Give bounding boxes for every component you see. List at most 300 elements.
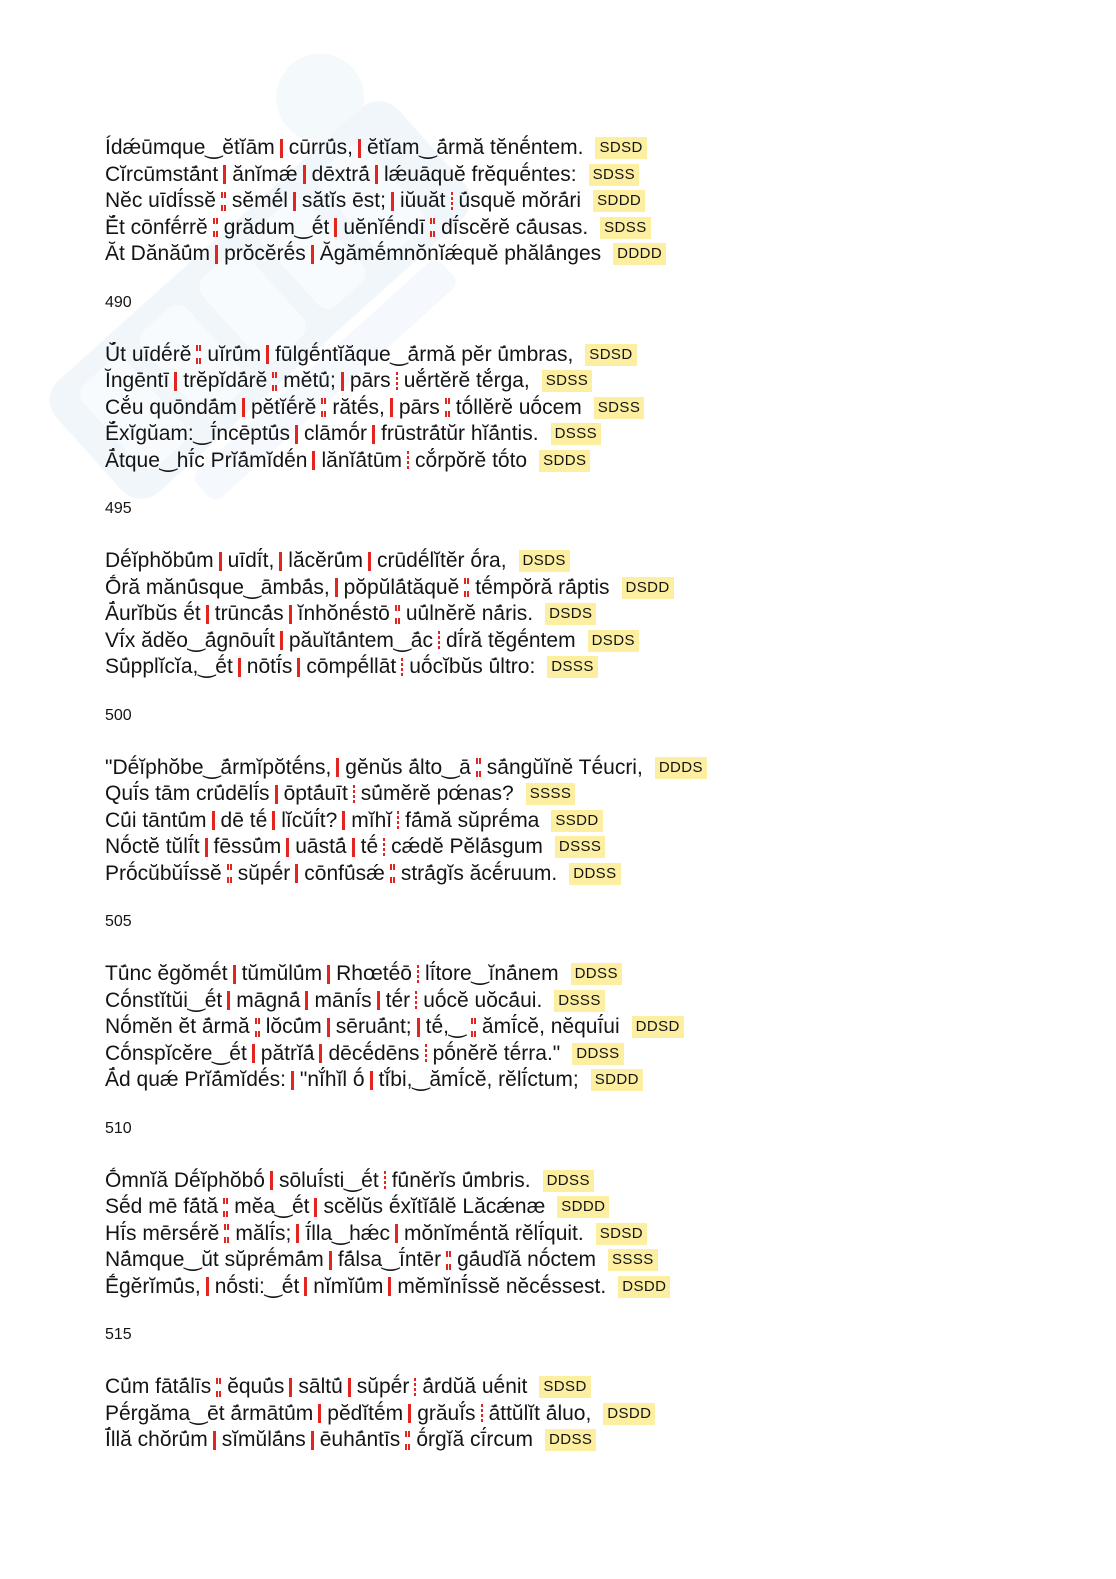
solid-caesura-mark: [206, 605, 209, 624]
solid-caesura-mark: [205, 838, 208, 857]
solid-caesura-mark: [327, 1018, 330, 1037]
verse-line: [105, 342, 707, 369]
verse-segment: "nĭ́hĭl ṓ: [299, 1068, 365, 1092]
verse-segment: fū́nĕrĭs ū́mbris.: [391, 1168, 531, 1192]
verse-segment: Tū́nc ĕgŏmḗt: [105, 962, 228, 986]
verse-line: [105, 188, 707, 215]
double-caesura-mark: [223, 1198, 228, 1217]
scansion-code: SDDD: [557, 1196, 609, 1218]
verse-segment: uīdī́t,: [227, 549, 275, 573]
verse-segment: pătrĭā́: [260, 1041, 315, 1065]
verse-segment: sĕmḗl: [231, 189, 288, 213]
verse-segment: mŏnĭmḗntă rĕlī́quit.: [403, 1221, 584, 1245]
solid-caesura-mark: [280, 139, 283, 158]
dashed-caesura-mark: [401, 658, 403, 677]
solid-caesura-mark: [342, 811, 345, 830]
verse-segment: mĕa‿ḗt: [234, 1195, 310, 1219]
dashed-caesura-mark: [383, 838, 385, 857]
verse-line: [105, 548, 707, 575]
verse-segment: Ăt Dănăū́m: [105, 242, 211, 266]
verse-segment: tḗ: [360, 835, 379, 859]
solid-caesura-mark: [272, 811, 275, 830]
verse-segment: pārs: [349, 369, 391, 393]
scansion-code: DSSS: [547, 656, 597, 678]
verse-line: [105, 755, 707, 782]
line-number: 495: [105, 500, 132, 517]
line-number: 510: [105, 1119, 132, 1137]
solid-caesura-mark: [252, 1044, 255, 1063]
solid-caesura-mark: [341, 372, 344, 391]
verse-segment: pŏpŭlā́tăquĕ: [343, 575, 460, 599]
solid-caesura-mark: [215, 245, 218, 264]
solid-caesura-mark: [212, 811, 215, 830]
scansion-code: SDSD: [595, 137, 646, 159]
double-caesura-mark: [224, 1224, 229, 1243]
solid-caesura-mark: [408, 1404, 411, 1423]
verse-line: [105, 395, 707, 422]
verse-segment: ĭnhŏnḗstō: [297, 602, 390, 626]
scansion-code: DDSS: [569, 863, 620, 885]
verse-line: [105, 1221, 707, 1248]
verse-segment: sōluī́sti‿ḗt: [278, 1168, 379, 1192]
verse-segment: grăuĭ́s: [417, 1401, 476, 1425]
dashed-caesura-mark: [407, 451, 409, 470]
verse-segment: Sḗd mē fā́tă: [105, 1195, 219, 1219]
solid-caesura-mark: [275, 785, 278, 804]
verse-segment: tĭ́bi,‿ămī́cĕ, rĕlī́ctum;: [378, 1068, 579, 1092]
solid-caesura-mark: [305, 991, 308, 1010]
verse-segment: "Dḗĭphŏbe‿ā́rmĭpŏtḗns,: [105, 755, 332, 779]
verse-segment: Sū́pplĭcĭa,‿ḗt: [105, 655, 233, 679]
verse-group: [105, 961, 707, 1139]
dashed-caesura-mark: [417, 965, 419, 984]
verse-segment: grădum‿ḗt: [223, 215, 330, 239]
verse-segment: prŏcĕrḗs: [224, 242, 306, 266]
double-caesura-mark: [476, 758, 481, 777]
double-caesura-mark: [464, 578, 469, 597]
verse-segment: ĕtĭam‿ā́rmă tĕnḗntem.: [366, 136, 584, 160]
verse-segment: Rhœtḗō: [336, 962, 412, 986]
dashed-caesura-mark: [353, 785, 355, 804]
scansion-code: DDDS: [655, 757, 707, 779]
verse-line: [105, 1401, 707, 1428]
solid-caesura-mark: [219, 552, 222, 571]
verse-segment: lŏcū́m: [265, 1015, 322, 1039]
verse-segment: Pḗrgăma‿ēt ā́rmātū́m: [105, 1401, 314, 1425]
verse-segment: dēcḗdēns: [328, 1041, 420, 1065]
solid-caesura-mark: [329, 1251, 332, 1270]
verse-segment: cōmpḗllāt: [306, 655, 397, 679]
verse-segment: lănĭā́tūm: [321, 448, 403, 472]
verse-segment: Ídǽūmque‿ĕtĭām: [105, 136, 275, 160]
solid-caesura-mark: [348, 1378, 351, 1397]
scansion-code: DSDD: [603, 1403, 655, 1425]
verse-segment: dē tḗ: [220, 808, 268, 832]
verse-segment: pĕtĭḗrĕ: [250, 395, 317, 419]
verse-segment: gā́udĭă nṓctem: [457, 1248, 597, 1272]
verse-group: [105, 1374, 707, 1454]
dashed-caesura-mark: [481, 1404, 483, 1423]
double-caesura-mark: [395, 605, 400, 624]
verse-line: [105, 135, 707, 162]
verse-segment: Cṓnspĭcĕre‿ḗt: [105, 1041, 247, 1065]
verse-group: [105, 342, 707, 520]
dashed-caesura-mark: [438, 631, 440, 650]
verse-group: [105, 548, 707, 726]
verse-segment: Ā́d quǽ Prĭā́mĭdḗs:: [105, 1068, 286, 1092]
scansion-code: SDDD: [591, 1069, 643, 1091]
verse-segment: māgnā́: [236, 988, 301, 1012]
solid-caesura-mark: [319, 1044, 322, 1063]
verse-segment: ămī́cĕ, nĕquī́ui: [481, 1015, 620, 1039]
verse-segment: uṓcĭbŭs ū́ltro:: [409, 655, 536, 679]
solid-caesura-mark: [377, 991, 380, 1010]
verse-segment: Ā́urĭbŭs ḗt: [105, 602, 201, 626]
solid-caesura-mark: [295, 425, 298, 444]
verse-segment: ā́ttŭlĭt ā́luo,: [488, 1401, 592, 1425]
verse-segment: fā́mă sŭprḗma: [405, 808, 540, 832]
solid-caesura-mark: [206, 1277, 209, 1296]
verse-segment: Ĕ́t cōnfḗrrĕ: [105, 215, 208, 239]
double-caesura-mark: [390, 864, 395, 883]
solid-caesura-mark: [295, 864, 298, 883]
verse-line: [105, 575, 707, 602]
solid-caesura-mark: [223, 165, 226, 184]
solid-caesura-mark: [289, 1378, 292, 1397]
verse-segment: clāmṓr: [303, 422, 367, 446]
verse-segment: tḗmpŏră rā́ptis: [475, 575, 610, 599]
solid-caesura-mark: [335, 578, 338, 597]
verse-segment: nṓsti:‿ḗt: [214, 1274, 300, 1298]
verse-segment: mĕmĭnī́ssĕ nĕcḗssest.: [397, 1274, 607, 1298]
scansion-code: SDSS: [600, 217, 650, 239]
scansion-code: DSDS: [519, 550, 570, 572]
solid-caesura-mark: [370, 1071, 373, 1090]
double-caesura-mark: [321, 398, 326, 417]
solid-caesura-mark: [293, 192, 296, 211]
verse-segment: uāstā́: [295, 835, 347, 859]
solid-caesura-mark: [312, 451, 315, 470]
verse-segment: Nṓmĕn ĕt ā́rmă: [105, 1015, 250, 1039]
verse-segment: tḗr: [385, 988, 411, 1012]
scansion-code: DSSS: [554, 990, 604, 1012]
verse-segment: gĕnŭs ā́lto‿ā: [345, 755, 471, 779]
scansion-code: DDSS: [543, 1170, 594, 1192]
verse-segment: strā́gĭs ăcḗruum.: [400, 861, 558, 885]
verse-segment: pārs: [398, 395, 440, 419]
verse-segment: Ṓră mănū́sque‿āmbā́s,: [105, 575, 330, 599]
verse-line: [105, 834, 707, 861]
verse-segment: Dḗĭphŏbū́m: [105, 549, 214, 573]
verse-segment: fūlgḗntĭăque‿ā́rmă pĕr ū́mbras,: [275, 342, 574, 366]
scansion-code: SSDD: [551, 810, 602, 832]
double-caesura-mark: [255, 1018, 260, 1037]
solid-caesura-mark: [238, 658, 241, 677]
scansion-code: DSDS: [545, 603, 596, 625]
verse-segment: crūdḗlĭtĕr ṓra,: [376, 549, 507, 573]
verse-line: [105, 162, 707, 189]
verse-group: [105, 1168, 707, 1346]
verse-segment: sū́mĕrĕ pœ́nas?: [360, 782, 514, 806]
scansion-code: SDDD: [593, 190, 645, 212]
verse-segment: frūstrā́tŭr hĭā́ntis.: [381, 422, 539, 446]
verse-segment: lĭcŭī́t?: [281, 808, 338, 832]
dashed-caesura-mark: [415, 991, 417, 1010]
scansion-code: DDSS: [545, 1429, 596, 1451]
verse-line: [105, 601, 707, 628]
verse-segment: fēssū́m: [213, 835, 282, 859]
solid-caesura-mark: [336, 758, 339, 777]
scansion-code: DDSS: [571, 963, 622, 985]
solid-caesura-mark: [286, 838, 289, 857]
verse-line: [105, 1014, 707, 1041]
verse-segment: nōtī́s: [246, 655, 293, 679]
verse-segment: trūncā́s: [214, 602, 284, 626]
verse-segment: Ā́tque‿hī́c Prĭā́mĭdḗn: [105, 448, 308, 472]
scansion-code: DSSS: [555, 836, 605, 858]
verse-segment: sătĭs ēst;: [301, 189, 386, 213]
verse-segment: fā́lsa‿ī́ntēr: [337, 1248, 442, 1272]
verse-line: [105, 1427, 707, 1454]
solid-caesura-mark: [388, 1277, 391, 1296]
double-caesura-mark: [405, 1431, 410, 1450]
verse-segment: Ĭngēntī: [105, 369, 170, 393]
dashed-caesura-mark: [384, 1171, 386, 1190]
verse-line: [105, 1041, 707, 1068]
verse-segment: uū́lnĕrĕ nā́ris.: [405, 602, 534, 626]
solid-caesura-mark: [311, 1431, 314, 1450]
verse-segment: păuĭtā́ntem‿ā́c: [288, 628, 433, 652]
verse-line: [105, 1274, 707, 1301]
verse-segment: uĭrū́m: [207, 342, 262, 366]
verse-line: [105, 368, 707, 395]
solid-caesura-mark: [314, 1198, 317, 1217]
line-number: 500: [105, 706, 132, 724]
scansion-code: DSDD: [618, 1276, 670, 1298]
verse-line: [105, 961, 707, 988]
verse-line: [105, 1194, 707, 1221]
scansion-code: SSSS: [526, 783, 576, 805]
solid-caesura-mark: [270, 1171, 273, 1190]
solid-caesura-mark: [279, 552, 282, 571]
verse-segment: scĕlŭs ḗxĭtĭā́lĕ Lăcǽnæ: [323, 1195, 546, 1219]
verse-segment: mĭhĭ: [351, 808, 393, 832]
verse-segment: pṓnĕrĕ tḗrra.": [432, 1041, 561, 1065]
verse-segment: lī́tore‿ĭnā́nem: [424, 962, 559, 986]
solid-caesura-mark: [303, 165, 306, 184]
verse-segment: tṓllĕrĕ uṓcem: [455, 395, 582, 419]
dashed-caesura-mark: [425, 1044, 427, 1063]
solid-caesura-mark: [242, 398, 245, 417]
solid-caesura-mark: [297, 658, 300, 677]
verse-segment: Cĭrcūmstā́nt: [105, 162, 219, 186]
solid-caesura-mark: [375, 165, 378, 184]
verse-segment: ū́squĕ mŏrā́ri: [458, 189, 582, 213]
scansion-code: SDSD: [539, 1376, 590, 1398]
verse-segment: ī́lla‿hǽc: [305, 1221, 390, 1245]
verse-segment: sēruā́nt;: [335, 1015, 412, 1039]
verse-line: [105, 781, 707, 808]
dashed-caesura-mark: [397, 811, 399, 830]
scansion-code: DDSD: [632, 1016, 684, 1038]
verse-segment: mĕtū́;: [283, 369, 336, 393]
verse-segment: tŭmŭlū́m: [241, 962, 323, 986]
verse-segment: uĕ́rtĕrĕ tĕ́rga,: [403, 369, 530, 393]
verse-line: [105, 1067, 707, 1094]
verse-segment: rătḗs,: [332, 395, 385, 419]
solid-caesura-mark: [227, 991, 230, 1010]
verse-segment: mānī́s: [314, 988, 372, 1012]
scansion-code: DDDD: [613, 243, 666, 265]
verse-segment: Ī́llă chŏrū́m: [105, 1428, 208, 1452]
double-caesura-mark: [216, 1378, 221, 1397]
verse-segment: Quī́s tām crū́dēlī́s: [105, 782, 270, 806]
double-caesura-mark: [221, 192, 226, 211]
scansion-code: DSDS: [588, 630, 639, 652]
verse-segment: cūrrū́s,: [288, 136, 353, 160]
solid-caesura-mark: [311, 245, 314, 264]
scansion-code: SDSD: [585, 344, 636, 366]
verse-segment: Nā́mque‿ŭt sŭprḗmā́m: [105, 1248, 324, 1272]
verse-group: [105, 755, 707, 933]
verse-line: [105, 628, 707, 655]
verse-segment: Ăgămḗmnŏnĭǽquĕ phălā́nges: [319, 242, 602, 266]
verse-segment: trĕpĭdā́rĕ: [183, 369, 268, 393]
double-caesura-mark: [213, 218, 218, 237]
solid-caesura-mark: [390, 398, 393, 417]
solid-caesura-mark: [289, 605, 292, 624]
double-caesura-mark: [227, 864, 232, 883]
line-number: 505: [105, 913, 132, 930]
verse-segment: sŭpḗr: [356, 1375, 410, 1399]
solid-caesura-mark: [352, 838, 355, 857]
solid-caesura-mark: [395, 1224, 398, 1243]
verse-segment: sŭpḗr: [237, 861, 291, 885]
verse-line: [105, 1247, 707, 1274]
verse-segment: pĕdĭtḗm: [327, 1401, 404, 1425]
solid-caesura-mark: [304, 1277, 307, 1296]
verse-segment: cǽdĕ Pĕlā́sgum: [391, 835, 543, 859]
verse-segment: ĕquū́s: [227, 1375, 285, 1399]
scansion-code: SSSS: [608, 1249, 658, 1271]
verse-segment: Ŭ́t uīdḗrĕ: [105, 342, 192, 366]
double-caesura-mark: [445, 398, 450, 417]
verse-segment: sāltū́: [298, 1375, 343, 1399]
solid-caesura-mark: [372, 425, 375, 444]
verse-segment: uĕnĭḗndī: [343, 215, 426, 239]
verse-segment: Cū́m fātā́līs: [105, 1375, 212, 1399]
solid-caesura-mark: [318, 1404, 321, 1423]
dashed-caesura-mark: [414, 1378, 416, 1397]
scansion-code: DSDD: [622, 577, 674, 599]
verse-segment: dī́ră tĕgḗntem: [445, 628, 576, 652]
verse-segment: Nṓctĕ tŭlī́t: [105, 835, 200, 859]
verse-segment: cŏ́rpŏrĕ tṓto: [415, 448, 528, 472]
verse-segment: nĭmĭū́m: [313, 1274, 384, 1298]
verse-line: [105, 1374, 707, 1401]
double-caesura-mark: [196, 345, 201, 364]
solid-caesura-mark: [358, 139, 361, 158]
verse-segment: cōnfū́sǽ: [304, 861, 385, 885]
scansion-code: SDSS: [542, 370, 592, 392]
verse-segment: Prṓcŭbŭī́ssĕ: [105, 861, 222, 885]
line-number: 490: [105, 293, 132, 311]
verse-group: [105, 135, 707, 313]
solid-caesura-mark: [291, 1071, 294, 1090]
verse-segment: Nĕc uīdī́ssĕ: [105, 189, 216, 213]
verse-text-body: [105, 135, 707, 1454]
double-caesura-mark: [430, 218, 435, 237]
solid-caesura-mark: [327, 965, 330, 984]
scansion-code: SDSS: [589, 164, 639, 186]
solid-caesura-mark: [368, 552, 371, 571]
verse-segment: ănĭmǽ: [232, 162, 298, 186]
solid-caesura-mark: [296, 1224, 299, 1243]
verse-segment: Cṓnstĭtŭi‿ḗt: [105, 988, 223, 1012]
verse-segment: iŭuăt: [399, 189, 446, 213]
verse-segment: Ṓmnĭă Dḗĭphŏbṓ: [105, 1168, 265, 1192]
verse-segment: sā́ngŭĭnĕ Tḗucri,: [486, 755, 643, 779]
verse-line: [105, 654, 707, 681]
solid-caesura-mark: [280, 631, 283, 650]
verse-segment: dī́scĕrĕ cā́usas.: [441, 215, 589, 239]
dashed-caesura-mark: [451, 192, 453, 211]
verse-line: [105, 861, 707, 888]
scansion-code: SDSS: [594, 397, 644, 419]
solid-caesura-mark: [334, 218, 337, 237]
verse-segment: ēuhā́ntīs: [319, 1428, 401, 1452]
verse-segment: Cū́i tāntū́m: [105, 808, 207, 832]
scansion-code: DDSS: [572, 1043, 623, 1065]
scansion-code: DSSS: [551, 423, 601, 445]
verse-segment: Ĕ́xĭgŭam:‿ī́ncēptū́s: [105, 422, 290, 446]
verse-segment: ṓrgĭă cī́rcum: [416, 1428, 534, 1452]
verse-segment: sĭmŭlā́ns: [221, 1428, 306, 1452]
verse-line: [105, 421, 707, 448]
verse-line: [105, 988, 707, 1015]
solid-caesura-mark: [233, 965, 236, 984]
double-caesura-mark: [446, 1251, 451, 1270]
verse-segment: Hī́s mērsḗrĕ: [105, 1221, 220, 1245]
verse-segment: tḗ,‿: [425, 1015, 466, 1039]
solid-caesura-mark: [391, 192, 394, 211]
verse-segment: mălī́s;: [235, 1221, 292, 1245]
verse-segment: Ḗgĕrĭmū́s,: [105, 1274, 201, 1298]
verse-line: [105, 241, 707, 268]
scansion-code: SDSD: [596, 1223, 647, 1245]
verse-segment: dēxtrā́: [311, 162, 370, 186]
double-caesura-mark: [471, 1018, 476, 1037]
verse-segment: ōptā́uīt: [283, 782, 348, 806]
verse-segment: lăcĕrū́m: [288, 549, 363, 573]
solid-caesura-mark: [417, 1018, 420, 1037]
solid-caesura-mark: [266, 345, 269, 364]
scansion-code: SDDS: [539, 450, 590, 472]
verse-line: [105, 448, 707, 475]
verse-segment: lǽuāquĕ frĕquḗntes:: [383, 162, 577, 186]
line-number: 515: [105, 1326, 132, 1343]
solid-caesura-mark: [174, 372, 177, 391]
solid-caesura-mark: [213, 1431, 216, 1450]
verse-line: [105, 215, 707, 242]
double-caesura-mark: [272, 372, 277, 391]
dashed-caesura-mark: [396, 372, 398, 391]
verse-segment: Cĕ́u quōndā́m: [105, 395, 237, 419]
verse-line: [105, 808, 707, 835]
verse-segment: ā́rdŭă uḗnit: [422, 1375, 528, 1399]
verse-segment: uṓcĕ uŏcā́ui.: [423, 988, 543, 1012]
verse-segment: Vī́x ădĕo‿ā́gnōuī́t: [105, 628, 275, 652]
